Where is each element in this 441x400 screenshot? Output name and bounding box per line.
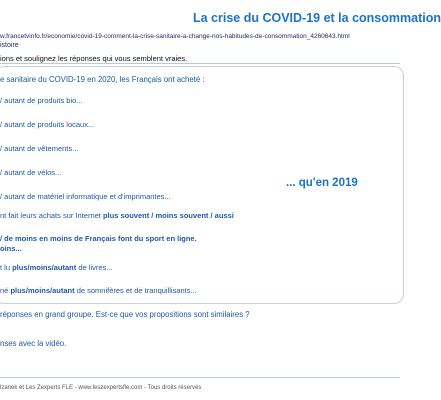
question-item-bio: / autant de produits bio... [0,96,83,105]
question-item-clothes: / autant de vêtements... [0,144,79,153]
question-books-post: de livres... [76,263,113,272]
question-item-computers: / autant de matériel informatique et d'imprimantes... [0,192,171,201]
question-online-shopping [0,211,234,220]
comparison-label: ... qu'en 2019 [286,177,358,189]
question-item-local: / autant de produits locaux... [0,120,95,129]
question-sleeping-pills-post: de somnifères et de tranquillisants... [74,286,197,295]
document-title: La crise du COVID-19 et la consommation [193,11,441,25]
exercise-lead: e sanitaire du COVID-19 en 2020, les Français ont acheté : [0,75,205,84]
question-item-bikes: / autant de vélos... [0,168,62,177]
footer-divider [0,377,400,378]
question-books [0,263,113,272]
question-online-sport-line2: oins... [0,244,22,253]
instructions-text: ions et soulignez les réponses qui vous semblent vraies. [0,54,188,63]
section-label: istoire [0,42,19,49]
question-sleeping-pills [0,286,197,295]
source-url[interactable]: w.francetvinfo.fr/economie/covid-19-comment-la-crise-sanitaire-a-change-nos-habitudes-de-consommation_4260643.html [0,33,350,40]
question-online-shopping-choices: plus souvent / moins souvent / aussi [102,211,234,220]
question-online-sport-line1: / de moins en moins de Français font du sport en ligne. [0,234,197,243]
question-sleeping-pills-pre: né [0,286,11,295]
question-sleeping-pills-choices: plus/moins/autant [10,286,75,295]
question-books-choices: plus/moins/autant [12,263,77,272]
footer-copyright: lzanek et Les Zexperts FLE - www.leszexpertsfle.com - Tous droits réservés [0,385,202,391]
video-check-instruction: nses avec la vidéo. [0,339,67,348]
question-books-pre: t lu [0,263,13,272]
header-divider [0,63,400,64]
group-discussion-instruction: réponses en grand groupe. Est-ce que vos propositions sont similaires ? [0,310,250,319]
question-online-shopping-text: nt fait leurs achats sur Internet [0,211,103,220]
